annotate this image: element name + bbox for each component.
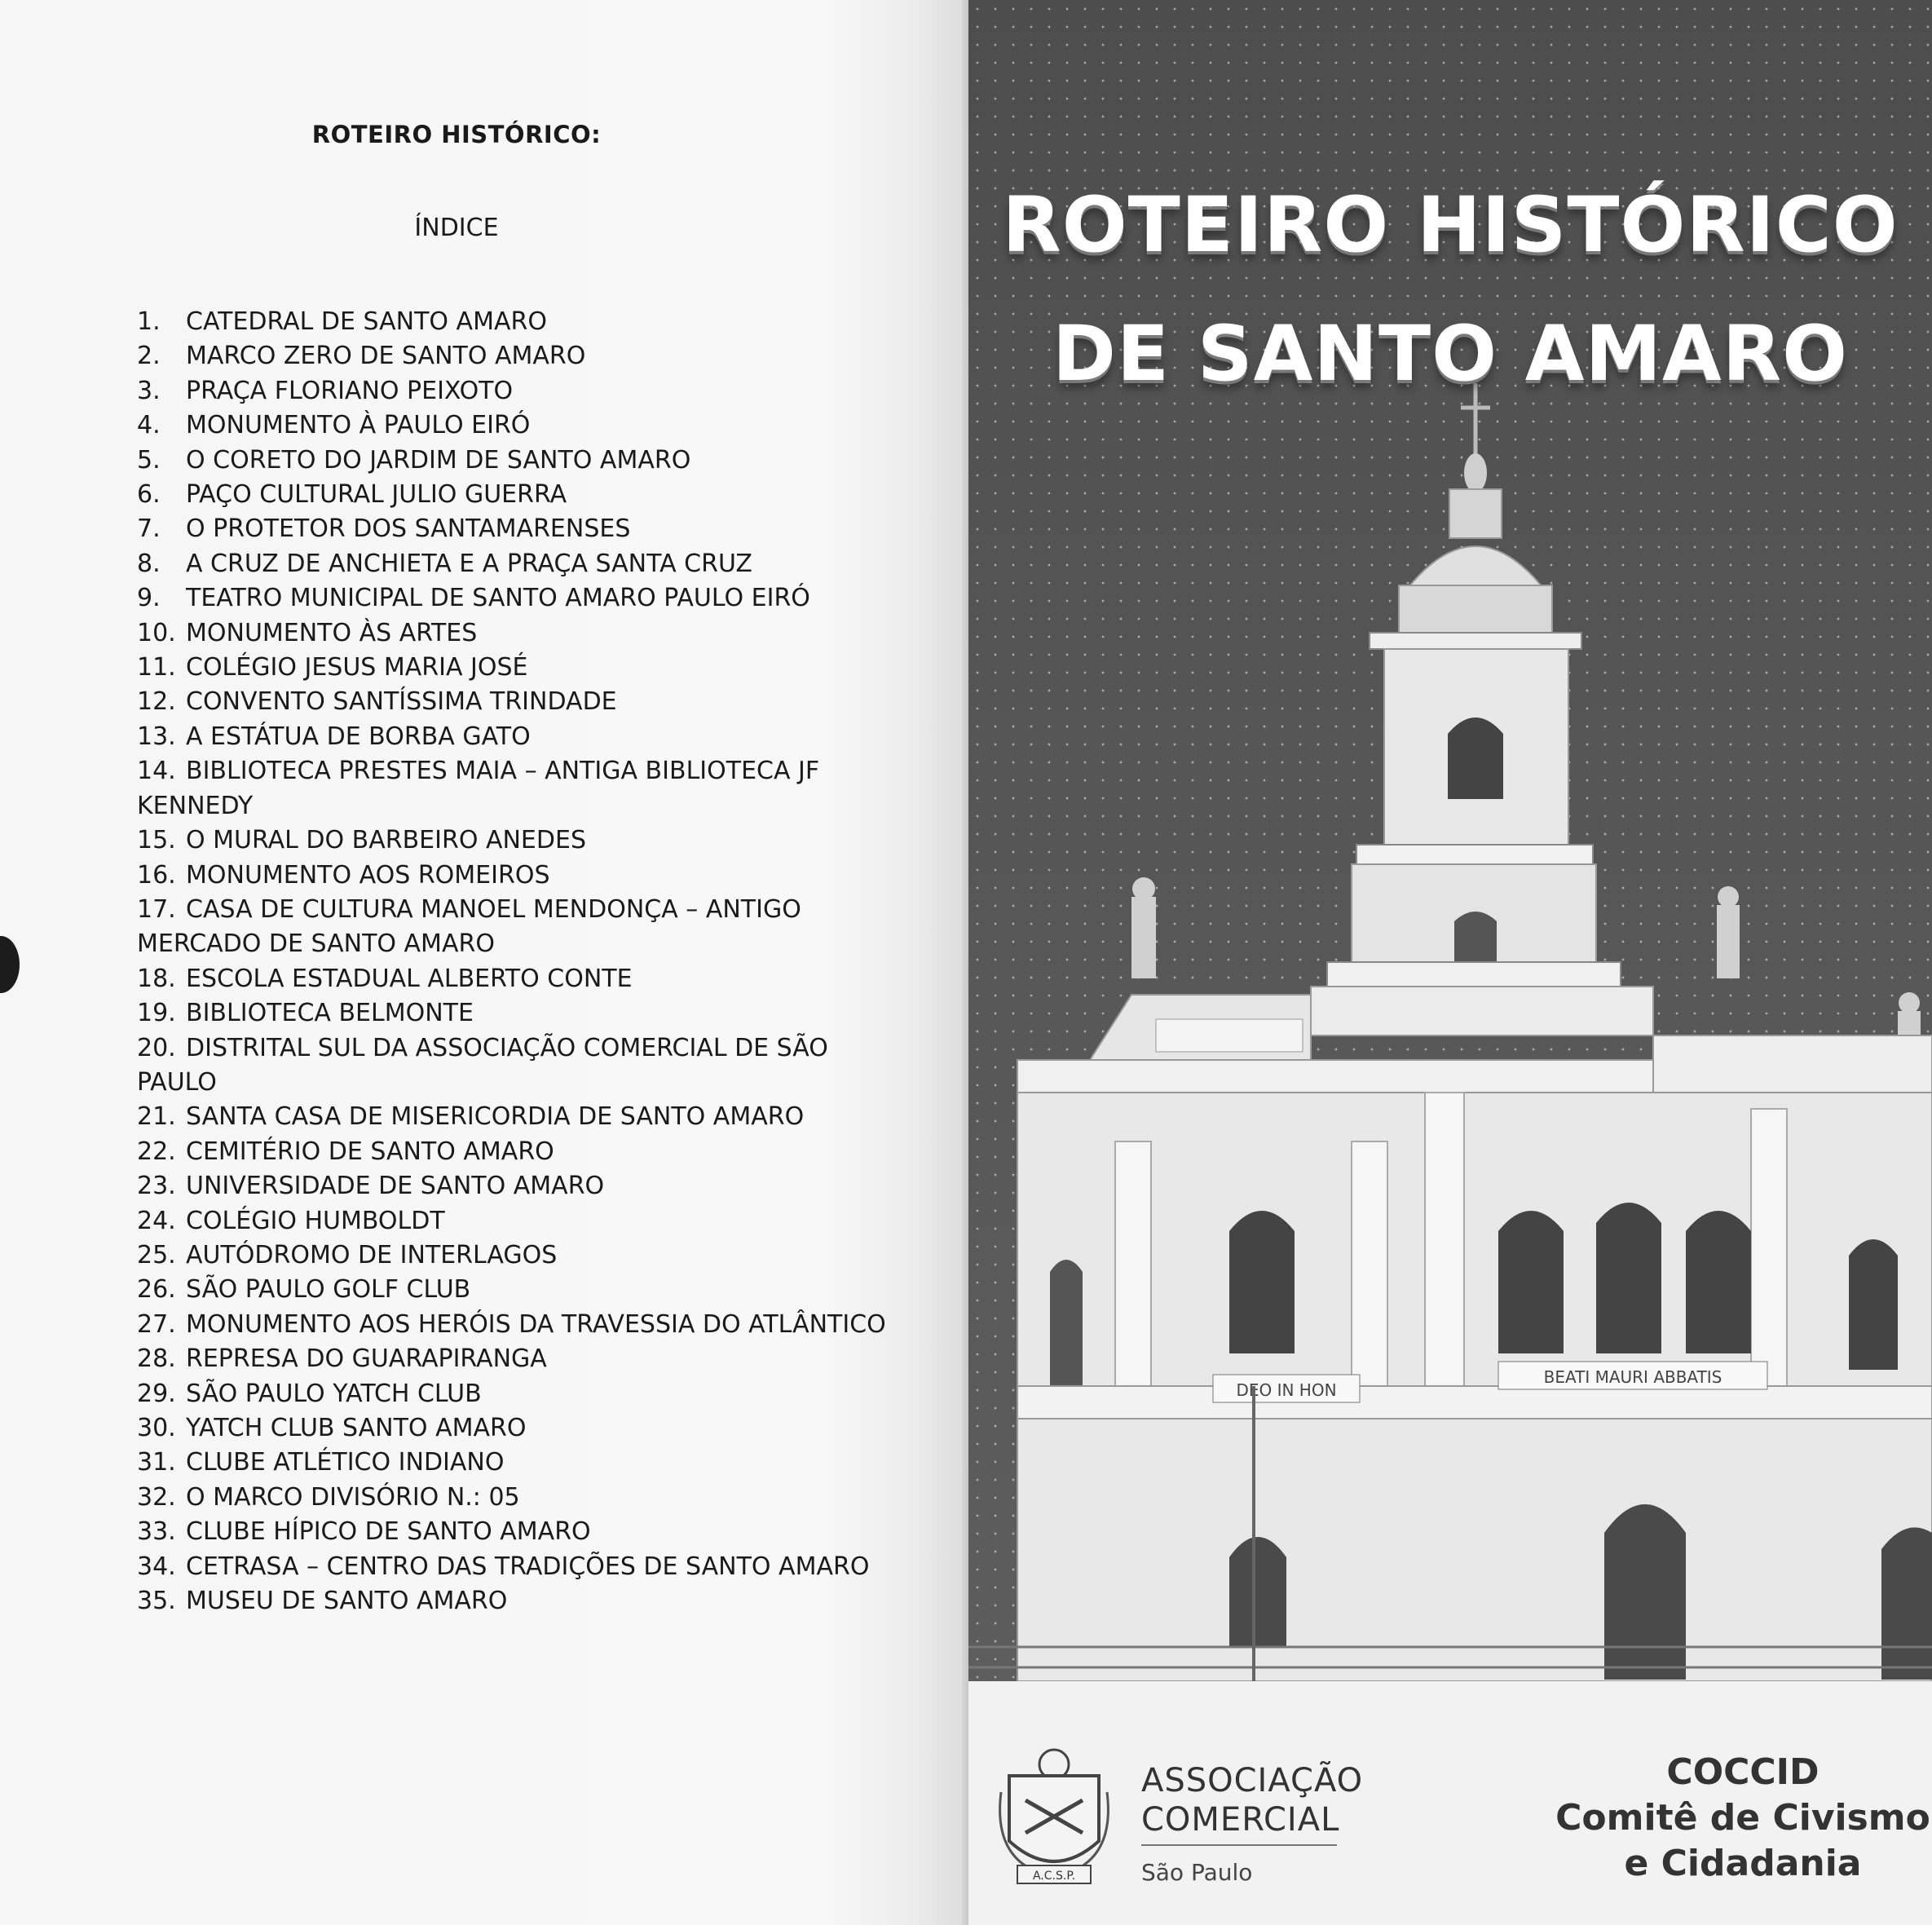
index-item: [137, 478, 887, 512]
index-item: [137, 962, 887, 996]
index-item-number: 34.: [137, 1552, 176, 1581]
index-item-title: YATCH CLUB SANTO AMARO: [186, 1414, 527, 1442]
index-item-number: 2.: [137, 342, 161, 371]
index-item: [137, 996, 887, 1031]
index-item-number: 27.: [137, 1309, 176, 1339]
index-item: [137, 616, 887, 651]
coccid-line2: e Cidadania: [1624, 1843, 1862, 1884]
index-item-title: BIBLIOTECA PRESTES MAIA – ANTIGA BIBLIOTECA JF KENNEDY: [137, 757, 820, 820]
index-item-number: 24.: [137, 1206, 176, 1235]
index-item: [137, 444, 887, 478]
index-item-title: MONUMENTO ÀS ARTES: [186, 618, 478, 647]
index-item-title: CONVENTO SANTÍSSIMA TRINDADE: [186, 687, 617, 717]
index-item-title: O PROTETOR DOS SANTAMARENSES: [186, 514, 631, 544]
index-item: [137, 1481, 887, 1515]
index-item-number: 35.: [137, 1587, 176, 1616]
index-item-title: DISTRITAL SUL DA ASSOCIAÇÃO COMERCIAL DE SÃO PAULO: [137, 1033, 828, 1097]
index-item-title: PRAÇA FLORIANO PEIXOTO: [186, 376, 514, 405]
index-item-number: 28.: [137, 1344, 176, 1374]
index-item-number: 19.: [137, 999, 176, 1028]
binder-hole: [0, 936, 20, 993]
index-item-title: CASA DE CULTURA MANOEL MENDONÇA – ANTIGO MERCADO DE SANTO AMARO: [137, 894, 801, 959]
index-item-number: 18.: [137, 964, 176, 993]
acsp-line1: ASSOCIAÇÃO: [1141, 1762, 1364, 1799]
cover-title-line2: DE SANTO AMARO: [1052, 310, 1849, 399]
index-item: [137, 720, 887, 754]
index-item-title: O MARCO DIVISÓRIO N.: 05: [186, 1482, 520, 1512]
page-fold: [962, 0, 968, 1925]
index-item: [137, 339, 887, 373]
index-item-number: 31.: [137, 1448, 176, 1477]
index-item-title: UNIVERSIDADE DE SANTO AMARO: [186, 1172, 605, 1201]
index-item: [137, 859, 887, 893]
index-item-title: PAÇO CULTURAL JULIO GUERRA: [186, 480, 567, 510]
index-item: [137, 1446, 887, 1480]
acsp-name: [1141, 1761, 1363, 1839]
index-item-number: 13.: [137, 722, 176, 751]
cover-page: [968, 0, 1932, 1925]
index-item-number: 21.: [137, 1102, 176, 1132]
index-item-title: SANTA CASA DE MISERICORDIA DE SANTO AMARO: [186, 1102, 805, 1132]
index-item: [137, 1377, 887, 1411]
index-item: [137, 374, 887, 408]
index-item-number: 5.: [137, 445, 161, 475]
index-item: [137, 1204, 887, 1238]
index-subheading: ÍNDICE: [414, 214, 499, 242]
acsp-seal-text: A.C.S.P.: [1032, 1870, 1076, 1883]
index-item: [137, 1169, 887, 1203]
index-item-number: 10.: [137, 618, 176, 647]
index-item-title: CATEDRAL DE SANTO AMARO: [186, 307, 547, 336]
index-item-title: CLUBE ATLÉTICO INDIANO: [186, 1448, 505, 1477]
facade-inscription-right: BEATI MAURI ABBATIS: [1543, 1367, 1722, 1387]
index-item-number: 30.: [137, 1414, 176, 1442]
index-item: [137, 305, 887, 339]
index-item-number: 26.: [137, 1275, 176, 1305]
index-item: [137, 1100, 887, 1134]
index-item: [137, 893, 887, 962]
index-item: [137, 651, 887, 685]
index-item-number: 14.: [137, 757, 176, 786]
index-item: [137, 581, 887, 616]
index-item-number: 7.: [137, 514, 161, 544]
index-item: [137, 1273, 887, 1307]
acsp-line2: COMERCIAL: [1141, 1801, 1340, 1839]
cathedral-photo: [968, 0, 1932, 1681]
index-item-number: 8.: [137, 549, 161, 578]
index-item-number: 12.: [137, 687, 176, 717]
acsp-divider: [1141, 1844, 1337, 1846]
index-item: [137, 1550, 887, 1584]
index-item-number: 16.: [137, 860, 176, 890]
index-item-number: 25.: [137, 1240, 176, 1269]
index-page: [0, 0, 962, 1925]
index-item-number: 1.: [137, 307, 161, 336]
index-item: [137, 408, 887, 443]
index-item-number: 29.: [137, 1379, 176, 1408]
cover-title-line1: ROTEIRO HISTÓRICO: [1002, 181, 1899, 270]
index-list: [137, 305, 887, 1618]
index-item-title: COLÉGIO JESUS MARIA JOSÉ: [186, 653, 528, 682]
index-item-title: MUSEU DE SANTO AMARO: [186, 1587, 508, 1616]
index-item: [137, 823, 887, 858]
index-item-number: 33.: [137, 1517, 176, 1547]
index-item-title: O CORETO DO JARDIM DE SANTO AMARO: [186, 445, 691, 475]
index-item-title: MONUMENTO À PAULO EIRÓ: [186, 411, 531, 440]
index-item-number: 15.: [137, 826, 176, 855]
index-item-number: 3.: [137, 376, 161, 405]
index-item-title: MONUMENTO AOS HERÓIS DA TRAVESSIA DO ATLÂNTICO: [186, 1309, 886, 1339]
cover-footer: [968, 1681, 1932, 1925]
index-item-title: CEMITÉRIO DE SANTO AMARO: [186, 1137, 554, 1166]
index-item: [137, 547, 887, 581]
index-item-title: REPRESA DO GUARAPIRANGA: [186, 1344, 547, 1374]
index-item-title: SÃO PAULO GOLF CLUB: [186, 1275, 471, 1305]
index-item-title: MONUMENTO AOS ROMEIROS: [186, 860, 550, 890]
index-item: [137, 512, 887, 546]
index-item-number: 20.: [137, 1033, 176, 1062]
facade-inscription-left: DEO IN HON: [1236, 1380, 1337, 1400]
index-item-number: 32.: [137, 1482, 176, 1512]
index-item-title: ESCOLA ESTADUAL ALBERTO CONTE: [186, 964, 633, 993]
index-item-number: 17.: [137, 894, 176, 924]
index-item: [137, 1135, 887, 1169]
index-item-number: 6.: [137, 480, 161, 510]
index-item: [137, 1584, 887, 1618]
index-item-number: 22.: [137, 1137, 176, 1166]
index-item-number: 23.: [137, 1172, 176, 1201]
index-item-number: 9.: [137, 584, 161, 613]
index-item: [137, 1031, 887, 1101]
index-item-title: CLUBE HÍPICO DE SANTO AMARO: [186, 1517, 591, 1547]
index-item: [137, 754, 887, 823]
index-item: [137, 685, 887, 719]
index-item: [137, 1411, 887, 1446]
index-item: [137, 1515, 887, 1549]
index-item: [137, 1238, 887, 1273]
coccid-line1: Comitê de Civismo: [1555, 1797, 1930, 1839]
index-item-title: BIBLIOTECA BELMONTE: [186, 999, 474, 1028]
coccid-title: COCCID: [1666, 1751, 1820, 1793]
index-item-title: MARCO ZERO DE SANTO AMARO: [186, 342, 586, 371]
index-item-title: AUTÓDROMO DE INTERLAGOS: [186, 1240, 558, 1269]
page-heading: ROTEIRO HISTÓRICO:: [311, 121, 602, 148]
index-item-title: O MURAL DO BARBEIRO ANEDES: [186, 826, 586, 855]
index-item-title: SÃO PAULO YATCH CLUB: [186, 1379, 482, 1408]
index-item-number: 4.: [137, 411, 161, 440]
index-item-title: COLÉGIO HUMBOLDT: [186, 1206, 445, 1235]
index-item: [137, 1342, 887, 1376]
index-item-number: 11.: [137, 653, 176, 682]
index-item-title: A CRUZ DE ANCHIETA E A PRAÇA SANTA CRUZ: [186, 549, 752, 578]
index-item-title: CETRASA – CENTRO DAS TRADIÇÕES DE SANTO AMARO: [186, 1552, 870, 1581]
index-item-title: A ESTÁTUA DE BORBA GATO: [186, 722, 531, 751]
coccid-logo-text: [1555, 1750, 1930, 1887]
index-item-title: TEATRO MUNICIPAL DE SANTO AMARO PAULO EIRÓ: [186, 584, 810, 613]
index-item: [137, 1308, 887, 1342]
acsp-seal-logo: [993, 1743, 1115, 1890]
acsp-city: São Paulo: [1141, 1859, 1253, 1886]
